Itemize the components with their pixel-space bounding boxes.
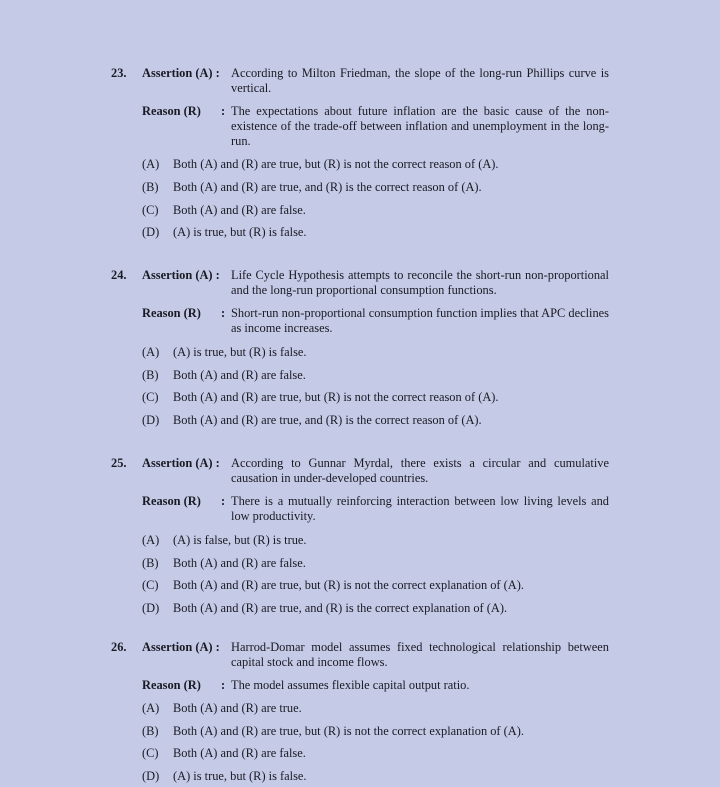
question-number: 23. — [111, 66, 127, 80]
assertion-label: Assertion (A) : — [142, 268, 220, 282]
reason-label: Reason (R) — [142, 104, 201, 118]
assertion-label: Assertion (A) : — [142, 640, 220, 654]
reason-text: There is a mutually reinforcing interaction between low living levels and low productivity. — [231, 494, 609, 523]
question-number: 25. — [111, 456, 127, 470]
reason-label: Reason (R) — [142, 306, 201, 320]
option-a[interactable]: (A) Both (A) and (R) are true, but (R) is not the correct reason of (A). — [142, 157, 499, 171]
option-b[interactable]: (B) Both (A) and (R) are false. — [142, 556, 306, 570]
option-b[interactable]: (B) Both (A) and (R) are true, and (R) is the correct reason of (A). — [142, 180, 482, 194]
reason-label: Reason (R) — [142, 678, 201, 692]
reason-colon: : — [221, 104, 226, 118]
option-b[interactable]: (B) Both (A) and (R) are true, but (R) is not the correct explanation of (A). — [142, 724, 524, 738]
assertion-label: Assertion (A) : — [142, 66, 220, 80]
assertion-text: Life Cycle Hypothesis attempts to reconcile the short-run non-proportional and the long-run proportional consumption functions. — [231, 268, 609, 297]
option-d[interactable]: (D) Both (A) and (R) are true, and (R) is the correct reason of (A). — [142, 413, 482, 427]
option-a[interactable]: (A) (A) is true, but (R) is false. — [142, 345, 307, 359]
reason-text: The model assumes flexible capital output ratio. — [231, 678, 470, 692]
option-d[interactable]: (D) Both (A) and (R) are true, and (R) is the correct explanation of (A). — [142, 601, 508, 615]
option-b[interactable]: (B) Both (A) and (R) are false. — [142, 368, 306, 382]
reason-text: The expectations about future inflation are the basic cause of the non-existence of the trade-off between inflation and unemployment in the long-run. — [231, 104, 609, 148]
option-d[interactable]: (D) (A) is true, but (R) is false. — [142, 769, 307, 783]
reason-colon: : — [221, 678, 226, 692]
reason-label: Reason (R) — [142, 494, 201, 508]
assertion-label: Assertion (A) : — [142, 456, 220, 470]
option-c[interactable]: (C) Both (A) and (R) are true, but (R) is not the correct explanation of (A). — [142, 578, 524, 592]
option-a[interactable]: (A) Both (A) and (R) are true. — [142, 701, 302, 715]
option-a[interactable]: (A) (A) is false, but (R) is true. — [142, 533, 307, 547]
assertion-text: According to Gunnar Myrdal, there exists a circular and cumulative causation in under-developed countries. — [231, 456, 609, 485]
assertion-text: According to Milton Friedman, the slope of the long-run Phillips curve is vertical. — [231, 66, 609, 95]
reason-text: Short-run non-proportional consumption function implies that APC declines as income increases. — [231, 306, 609, 335]
option-c[interactable]: (C) Both (A) and (R) are true, but (R) is not the correct reason of (A). — [142, 390, 499, 404]
option-c[interactable]: (C) Both (A) and (R) are false. — [142, 746, 306, 760]
reason-colon: : — [221, 494, 226, 508]
option-d[interactable]: (D) (A) is true, but (R) is false. — [142, 225, 307, 239]
question-number: 24. — [111, 268, 127, 282]
question-number: 26. — [111, 640, 127, 654]
option-c[interactable]: (C) Both (A) and (R) are false. — [142, 203, 306, 217]
assertion-text: Harrod-Domar model assumes fixed technological relationship between capital stock and income flows. — [231, 640, 609, 669]
reason-colon: : — [221, 306, 226, 320]
